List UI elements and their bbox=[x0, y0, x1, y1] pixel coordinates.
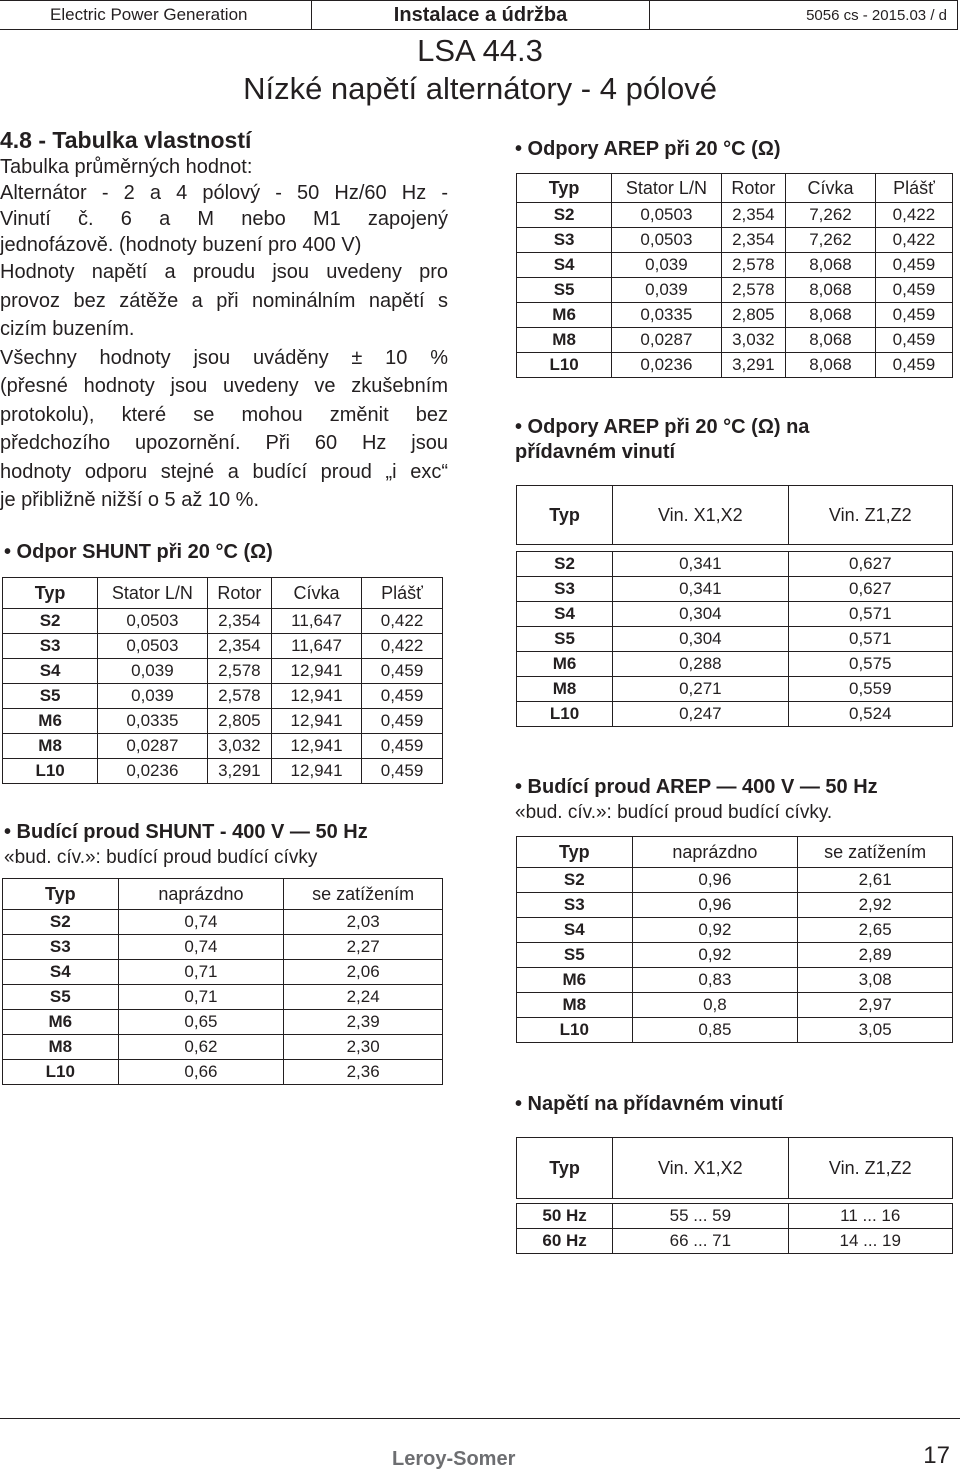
table-row bbox=[3, 985, 443, 1010]
table-cell: 8,068 bbox=[786, 303, 876, 328]
table-cell: 0,83 bbox=[632, 968, 798, 993]
table-cell: 0,459 bbox=[362, 734, 443, 759]
text-line: protokolu), které se mohou změnit bez bbox=[0, 403, 448, 426]
row-type: S4 bbox=[3, 960, 119, 985]
column-header: Typ bbox=[3, 578, 98, 609]
table-cell: 0,288 bbox=[613, 652, 788, 677]
intro-text bbox=[0, 154, 448, 515]
table-cell: 55 ... 59 bbox=[613, 1204, 788, 1229]
table-header-row bbox=[3, 879, 443, 910]
table-cell: 2,578 bbox=[721, 253, 785, 278]
table-row bbox=[3, 759, 443, 784]
table-cell: 0,422 bbox=[875, 203, 952, 228]
table-cell: 2,805 bbox=[721, 303, 785, 328]
row-type: L10 bbox=[517, 353, 612, 378]
table-cell: 0,341 bbox=[613, 577, 788, 602]
table-row bbox=[517, 353, 953, 378]
table-row bbox=[517, 278, 953, 303]
table-cell: 12,941 bbox=[272, 734, 362, 759]
section-name: Instalace a údržba bbox=[312, 1, 650, 29]
table-header-row bbox=[517, 486, 953, 545]
table-cell: 3,08 bbox=[798, 968, 953, 993]
table-row bbox=[517, 918, 953, 943]
table-row bbox=[517, 1229, 953, 1254]
table-cell: 2,92 bbox=[798, 893, 953, 918]
table-cell: 2,27 bbox=[284, 935, 443, 960]
aux-voltage-title: • Napětí na přídavném vinutí bbox=[515, 1093, 784, 1115]
table-cell: 0,271 bbox=[613, 677, 788, 702]
row-type: S4 bbox=[3, 659, 98, 684]
table-cell: 11 ... 16 bbox=[788, 1204, 952, 1229]
doc-reference: 5056 cs - 2015.03 / d bbox=[806, 6, 947, 24]
arep-excitation-table bbox=[516, 836, 953, 1043]
table-row bbox=[517, 702, 953, 727]
page-title: LSA 44.3 bbox=[417, 33, 543, 68]
row-type: S5 bbox=[517, 278, 612, 303]
table-row bbox=[3, 659, 443, 684]
table-cell: 0,039 bbox=[612, 278, 721, 303]
table-cell: 0,0287 bbox=[612, 328, 721, 353]
text-line: Tabulka průměrných hodnot: bbox=[0, 156, 253, 178]
table-header-row bbox=[3, 578, 443, 609]
table-cell: 8,068 bbox=[786, 278, 876, 303]
table-cell: 0,571 bbox=[788, 627, 952, 652]
table-cell: 2,578 bbox=[207, 684, 271, 709]
shunt-resistance-table bbox=[2, 577, 443, 784]
table-cell: 0,65 bbox=[118, 1010, 284, 1035]
table-cell: 7,262 bbox=[786, 228, 876, 253]
row-type: M8 bbox=[3, 1035, 119, 1060]
row-type: S2 bbox=[517, 203, 612, 228]
table-cell: 12,941 bbox=[272, 684, 362, 709]
table-row bbox=[517, 303, 953, 328]
table-cell: 2,354 bbox=[207, 634, 271, 659]
row-type: L10 bbox=[3, 1060, 119, 1085]
table-cell: 2,89 bbox=[798, 943, 953, 968]
table-cell: 3,291 bbox=[721, 353, 785, 378]
row-type: S3 bbox=[517, 228, 612, 253]
column-header: se zatížením bbox=[284, 879, 443, 910]
shunt-excitation-subtitle: «bud. cív.»: budící proud budící cívky bbox=[4, 847, 318, 868]
row-type: M8 bbox=[517, 993, 633, 1018]
table-cell: 0,459 bbox=[362, 709, 443, 734]
column-header: Vin. Z1,Z2 bbox=[788, 486, 952, 545]
table-row bbox=[517, 652, 953, 677]
table-cell: 0,0503 bbox=[612, 203, 721, 228]
table-row bbox=[3, 910, 443, 935]
table-cell: 0,74 bbox=[118, 935, 284, 960]
column-header: Typ bbox=[517, 486, 613, 545]
text-line: Hodnoty napětí a proudu jsou uvedeny pro bbox=[0, 261, 448, 283]
row-type: S3 bbox=[3, 634, 98, 659]
table-row bbox=[517, 677, 953, 702]
table-cell: 8,068 bbox=[786, 253, 876, 278]
page-header bbox=[0, 0, 958, 30]
table-cell: 2,39 bbox=[284, 1010, 443, 1035]
table-cell: 3,032 bbox=[207, 734, 271, 759]
table-spacer-row bbox=[517, 545, 953, 552]
text-line: je přibližně nižší o 5 až 10 %. bbox=[0, 489, 260, 511]
column-header: Cívka bbox=[786, 174, 876, 203]
text-line: hodnoty odporu stejné a budící proud „i exc“ bbox=[0, 460, 448, 483]
column-header: Typ bbox=[3, 879, 119, 910]
table-cell: 0,304 bbox=[613, 602, 788, 627]
row-type: S2 bbox=[3, 910, 119, 935]
table-cell: 12,941 bbox=[272, 759, 362, 784]
table-cell: 0,0335 bbox=[612, 303, 721, 328]
text-line: předchozího upozornění. Při 60 Hz jsou bbox=[0, 432, 448, 454]
table-row bbox=[3, 684, 443, 709]
table-cell: 0,0236 bbox=[98, 759, 207, 784]
table-cell: 2,06 bbox=[284, 960, 443, 985]
table-row bbox=[517, 602, 953, 627]
table-cell: 3,05 bbox=[798, 1018, 953, 1043]
table-cell: 8,068 bbox=[786, 353, 876, 378]
table-cell: 0,92 bbox=[632, 918, 798, 943]
column-header: Plášť bbox=[362, 578, 443, 609]
table-cell: 11,647 bbox=[272, 609, 362, 634]
table-cell: 0,422 bbox=[362, 609, 443, 634]
table-header-row bbox=[517, 174, 953, 203]
arep-resistance-title: • Odpory AREP při 20 °C (Ω) bbox=[515, 138, 781, 160]
column-header: Vin. X1,X2 bbox=[613, 486, 788, 545]
table-row bbox=[517, 868, 953, 893]
table-cell: 0,422 bbox=[875, 228, 952, 253]
table-cell: 0,627 bbox=[788, 577, 952, 602]
table-cell: 2,354 bbox=[721, 203, 785, 228]
shunt-excitation-title: • Budící proud SHUNT - 400 V — 50 Hz bbox=[4, 821, 368, 843]
table-cell: 0,459 bbox=[875, 303, 952, 328]
row-type: S3 bbox=[3, 935, 119, 960]
row-type: M8 bbox=[3, 734, 98, 759]
text-line: Všechny hodnoty jsou uváděny ± 10 % bbox=[0, 346, 448, 369]
row-type: S5 bbox=[517, 627, 613, 652]
text-line: jednofázově. (hodnoty buzení pro 400 V) bbox=[0, 234, 362, 256]
text-line: Alternátor - 2 a 4 pólový - 50 Hz/60 Hz - bbox=[0, 182, 448, 204]
table-cell: 66 ... 71 bbox=[613, 1229, 788, 1254]
table-row bbox=[517, 1204, 953, 1229]
table-row bbox=[3, 709, 443, 734]
table-row bbox=[517, 253, 953, 278]
table-cell: 0,039 bbox=[612, 253, 721, 278]
table-cell: 8,068 bbox=[786, 328, 876, 353]
table-cell: 2,578 bbox=[207, 659, 271, 684]
table-cell: 0,74 bbox=[118, 910, 284, 935]
table-cell: 2,354 bbox=[207, 609, 271, 634]
table-row bbox=[517, 627, 953, 652]
left-column bbox=[0, 126, 448, 515]
table-cell: 0,039 bbox=[98, 659, 207, 684]
table-row bbox=[3, 1010, 443, 1035]
page-number: 17 bbox=[923, 1442, 950, 1469]
table-cell: 2,805 bbox=[207, 709, 271, 734]
column-header: Stator L/N bbox=[612, 174, 721, 203]
table-cell: 0,422 bbox=[362, 634, 443, 659]
column-header: Plášť bbox=[875, 174, 952, 203]
table-cell: 0,8 bbox=[632, 993, 798, 1018]
table-cell: 0,96 bbox=[632, 868, 798, 893]
row-type: 50 Hz bbox=[517, 1204, 613, 1229]
page-subtitle: Nízké napětí alternátory - 4 pólové bbox=[243, 71, 717, 106]
table-cell: 0,459 bbox=[362, 759, 443, 784]
table-cell: 0,0335 bbox=[98, 709, 207, 734]
aux-voltage-table bbox=[516, 1137, 953, 1254]
arep-aux-resistance-title: • Odpory AREP při 20 °C (Ω) na bbox=[515, 416, 810, 438]
table-row bbox=[517, 968, 953, 993]
arep-aux-resistance-table bbox=[516, 485, 953, 727]
table-cell: 0,0287 bbox=[98, 734, 207, 759]
table-cell: 0,66 bbox=[118, 1060, 284, 1085]
table-row bbox=[3, 1035, 443, 1060]
table-cell: 0,459 bbox=[875, 278, 952, 303]
table-cell: 0,0503 bbox=[98, 609, 207, 634]
company-name: Electric Power Generation bbox=[0, 1, 312, 29]
row-type: M6 bbox=[3, 709, 98, 734]
table-cell: 0,459 bbox=[875, 253, 952, 278]
table-cell: 0,571 bbox=[788, 602, 952, 627]
column-header: naprázdno bbox=[632, 837, 798, 868]
column-header: Vin. X1,X2 bbox=[613, 1138, 788, 1199]
table-cell: 0,96 bbox=[632, 893, 798, 918]
table-cell: 0,559 bbox=[788, 677, 952, 702]
table-row bbox=[3, 634, 443, 659]
table-row bbox=[517, 943, 953, 968]
column-header: Typ bbox=[517, 1138, 613, 1199]
table-cell: 2,65 bbox=[798, 918, 953, 943]
column-header: Rotor bbox=[207, 578, 271, 609]
row-type: S3 bbox=[517, 577, 613, 602]
arep-excitation-title: • Budící proud AREP — 400 V — 50 Hz bbox=[515, 776, 878, 798]
text-line: provoz bez zátěže a při nominálním napětí s bbox=[0, 289, 448, 312]
row-type: S3 bbox=[517, 893, 633, 918]
table-cell: 0,524 bbox=[788, 702, 952, 727]
text-line: cizím buzením. bbox=[0, 318, 135, 340]
table-row bbox=[3, 935, 443, 960]
table-cell: 0,459 bbox=[875, 328, 952, 353]
text-line: Vinutí č. 6 a M nebo M1 zapojený bbox=[0, 208, 448, 230]
row-type: S2 bbox=[517, 868, 633, 893]
table-cell: 0,627 bbox=[788, 552, 952, 577]
table-cell: 2,97 bbox=[798, 993, 953, 1018]
arep-excitation-subtitle: «bud. cív.»: budící proud budící cívky. bbox=[515, 802, 833, 823]
section-heading: 4.8 - Tabulka vlastností bbox=[0, 127, 252, 153]
row-type: M8 bbox=[517, 677, 613, 702]
arep-resistance-table bbox=[516, 173, 953, 378]
table-cell: 2,03 bbox=[284, 910, 443, 935]
table-cell: 7,262 bbox=[786, 203, 876, 228]
row-type: M8 bbox=[517, 328, 612, 353]
table-cell: 2,61 bbox=[798, 868, 953, 893]
table-cell: 0,0236 bbox=[612, 353, 721, 378]
table-cell: 0,247 bbox=[613, 702, 788, 727]
row-type: L10 bbox=[517, 1018, 633, 1043]
table-row bbox=[3, 1060, 443, 1085]
column-header: se zatížením bbox=[798, 837, 953, 868]
column-header: naprázdno bbox=[118, 879, 284, 910]
table-cell: 0,459 bbox=[362, 684, 443, 709]
row-type: S4 bbox=[517, 918, 633, 943]
shunt-resistance-title: • Odpor SHUNT při 20 °C (Ω) bbox=[4, 541, 273, 563]
row-type: L10 bbox=[3, 759, 98, 784]
table-cell: 2,354 bbox=[721, 228, 785, 253]
table-cell: 0,71 bbox=[118, 960, 284, 985]
table-row bbox=[517, 552, 953, 577]
table-cell: 0,341 bbox=[613, 552, 788, 577]
row-type: S5 bbox=[3, 684, 98, 709]
row-type: M6 bbox=[517, 968, 633, 993]
table-cell: 12,941 bbox=[272, 709, 362, 734]
row-type: 60 Hz bbox=[517, 1229, 613, 1254]
table-cell: 0,459 bbox=[875, 353, 952, 378]
row-type: S2 bbox=[3, 609, 98, 634]
column-header: Vin. Z1,Z2 bbox=[788, 1138, 952, 1199]
table-row bbox=[517, 328, 953, 353]
table-cell: 0,92 bbox=[632, 943, 798, 968]
table-cell: 12,941 bbox=[272, 659, 362, 684]
table-row bbox=[3, 960, 443, 985]
row-type: S4 bbox=[517, 253, 612, 278]
table-cell: 0,575 bbox=[788, 652, 952, 677]
row-type: S5 bbox=[3, 985, 119, 1010]
table-cell: 11,647 bbox=[272, 634, 362, 659]
column-header: Typ bbox=[517, 837, 633, 868]
row-type: S4 bbox=[517, 602, 613, 627]
table-cell: 2,24 bbox=[284, 985, 443, 1010]
table-row bbox=[3, 609, 443, 634]
arep-aux-resistance-title-2: přídavném vinutí bbox=[515, 441, 676, 463]
table-cell: 2,36 bbox=[284, 1060, 443, 1085]
table-cell: 3,291 bbox=[207, 759, 271, 784]
footer-divider bbox=[0, 1418, 960, 1419]
row-type: M6 bbox=[517, 652, 613, 677]
row-type: M6 bbox=[3, 1010, 119, 1035]
table-cell: 0,304 bbox=[613, 627, 788, 652]
table-header-row bbox=[517, 1138, 953, 1199]
column-header: Stator L/N bbox=[98, 578, 207, 609]
shunt-excitation-table bbox=[2, 878, 443, 1085]
column-header: Typ bbox=[517, 174, 612, 203]
table-cell: 14 ... 19 bbox=[788, 1229, 952, 1254]
leroy-somer-logo: Leroy-Somer bbox=[392, 1448, 516, 1470]
table-row bbox=[517, 893, 953, 918]
table-cell: 0,71 bbox=[118, 985, 284, 1010]
table-cell: 0,85 bbox=[632, 1018, 798, 1043]
table-row bbox=[517, 1018, 953, 1043]
table-row bbox=[517, 993, 953, 1018]
table-cell: 0,0503 bbox=[612, 228, 721, 253]
table-cell: 0,459 bbox=[362, 659, 443, 684]
column-header: Cívka bbox=[272, 578, 362, 609]
column-header: Rotor bbox=[721, 174, 785, 203]
table-cell: 2,30 bbox=[284, 1035, 443, 1060]
table-cell: 0,039 bbox=[98, 684, 207, 709]
table-cell: 0,62 bbox=[118, 1035, 284, 1060]
table-row bbox=[517, 203, 953, 228]
row-type: L10 bbox=[517, 702, 613, 727]
table-cell: 0,0503 bbox=[98, 634, 207, 659]
table-row bbox=[3, 734, 443, 759]
row-type: M6 bbox=[517, 303, 612, 328]
table-row bbox=[517, 228, 953, 253]
text-line: (přesné hodnoty jsou uvedeny ve zkušebním bbox=[0, 375, 448, 397]
row-type: S2 bbox=[517, 552, 613, 577]
table-header-row bbox=[517, 837, 953, 868]
table-cell: 3,032 bbox=[721, 328, 785, 353]
table-cell: 2,578 bbox=[721, 278, 785, 303]
row-type: S5 bbox=[517, 943, 633, 968]
table-row bbox=[517, 577, 953, 602]
